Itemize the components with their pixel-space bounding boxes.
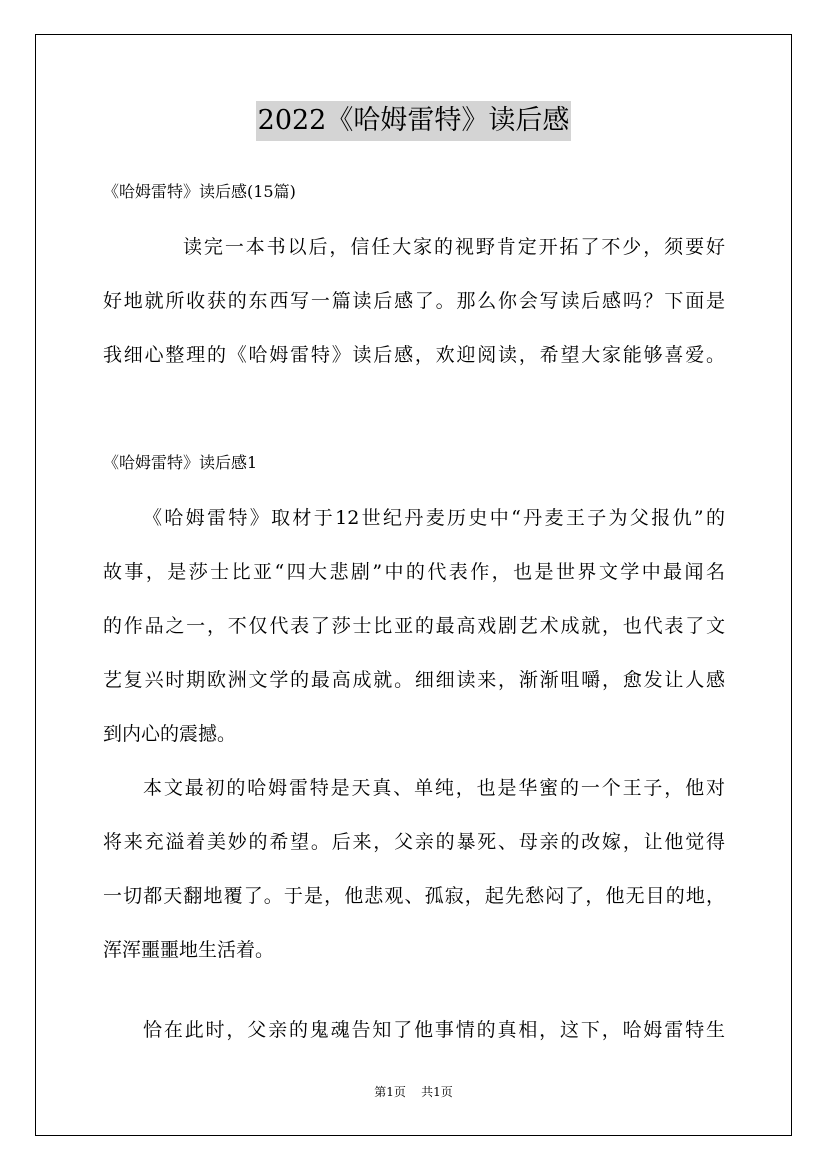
document-subtitle: 《哈姆雷特》读后感(15篇)	[103, 182, 296, 201]
page-number-current: 第1页	[374, 1085, 406, 1099]
section-heading: 《哈姆雷特》读后感1	[103, 453, 258, 472]
paragraph-line: 《哈姆雷特》取材于12世纪丹麦历史中“丹麦王子为父报仇”的	[143, 507, 725, 529]
title-container	[0, 101, 827, 141]
paragraph-line: 的作品之一，不仅代表了莎士比亚的最高戏剧艺术成就，也代表了文	[103, 615, 725, 637]
paragraph-line: 将来充溢着美妙的希望。后来，父亲的暴死、母亲的改嫁，让他觉得	[103, 831, 725, 853]
paragraph-line: 故事，是莎士比亚“四大悲剧”中的代表作，也是世界文学中最闻名	[103, 561, 725, 583]
paragraph-line: 艺复兴时期欧洲文学的最高成就。细细读来，渐渐咀嚼，愈发让人感	[103, 669, 725, 691]
paragraph-line: 恰在此时，父亲的鬼魂告知了他事情的真相，这下，哈姆雷特生	[143, 1019, 725, 1041]
paragraph-line: 本文最初的哈姆雷特是天真、单纯，也是华蜜的一个王子，他对	[143, 777, 725, 799]
paragraph-line: 到内心的震撼。	[103, 723, 237, 745]
intro-line: 好地就所收获的东西写一篇读后感了。那么你会写读后感吗？下面是	[103, 290, 725, 312]
page-footer	[0, 1082, 827, 1102]
paragraph-line: 浑浑噩噩地生活着。	[103, 939, 275, 961]
paragraph-line: 一切都天翻地覆了。于是，他悲观、孤寂，起先愁闷了，他无目的地，	[103, 885, 725, 907]
intro-line: 我细心整理的《哈姆雷特》读后感，欢迎阅读，希望大家能够喜爱。	[103, 344, 725, 366]
page-number-total: 共1页	[421, 1085, 453, 1099]
intro-line: 读完一本书以后，信任大家的视野肯定开拓了不少，须要好	[183, 236, 725, 258]
document-title: 2022《哈姆雷特》读后感	[256, 101, 572, 141]
